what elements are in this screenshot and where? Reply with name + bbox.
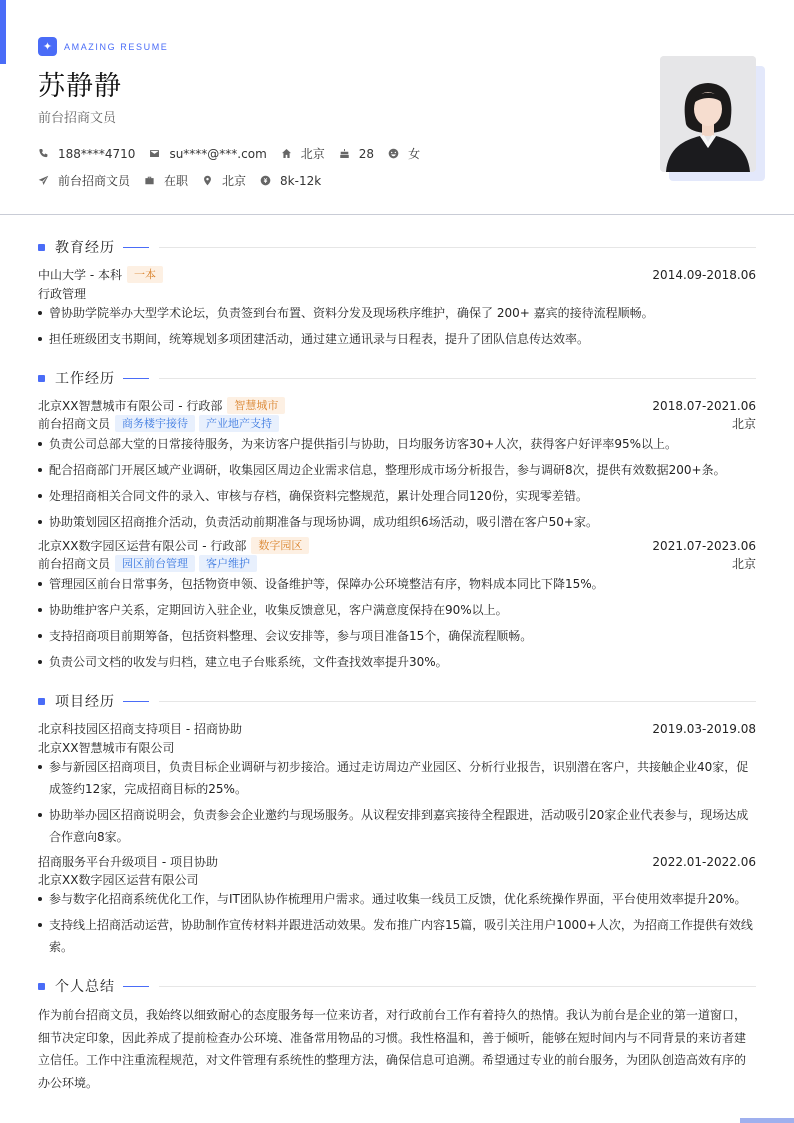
section-marker: [38, 244, 45, 251]
salary-info: [260, 174, 321, 188]
section-marker: [38, 698, 45, 705]
avatar: [660, 56, 756, 172]
section-accent-line: [123, 378, 149, 379]
role-tag: 商务楼宇接待: [115, 415, 195, 432]
education-section-header: [38, 237, 756, 257]
project-title: 项目经历: [55, 694, 115, 710]
brand-label: AMAZING RESUME: [64, 41, 169, 52]
work-date: 2018.07-2021.06: [652, 398, 756, 413]
list-item: 负责公司文档的收发与归档，建立电子台账系统，文件查找效率提升30%。: [38, 651, 754, 673]
brand: [38, 37, 168, 56]
role-tag: 园区前台管理: [115, 555, 195, 572]
section-accent-line: [123, 247, 149, 248]
section-marker: [38, 375, 45, 382]
list-item: 负责公司总部大堂的日常接待服务，为来访客户提供指引与协助，日均服务访客30+人次，获得客户好评率95%以上。: [38, 433, 754, 455]
target-city-text: 北京: [222, 174, 247, 188]
summary-section-header: [38, 976, 756, 996]
project-date: 2019.03-2019.08: [652, 721, 756, 736]
list-item: 参与新园区招商项目，负责目标企业调研与初步接洽。通过走访周边产业园区、分析行业报告，识别潜在客户，共接触企业40家，促成签约12家，完成招商目标的25%。: [38, 756, 754, 800]
list-item: 处理招商相关合同文件的录入、审核与存档，确保资料完整规范，累计处理合同120份，实现零差错。: [38, 485, 754, 507]
work-section-header: [38, 368, 756, 388]
age-text: 28: [358, 146, 375, 161]
cake-icon: [339, 148, 350, 159]
education-title: 教育经历: [55, 240, 115, 256]
money-icon: [260, 175, 271, 186]
role-tag: 产业地产支持: [199, 415, 279, 432]
education-major: 行政管理: [38, 287, 87, 301]
project-date: 2022.01-2022.06: [652, 854, 756, 869]
status-info: [144, 172, 188, 189]
project-entry-header: [38, 720, 756, 737]
project-name: 招商服务平台升级项目 - 项目协助: [38, 855, 218, 869]
salary-text: 8k-12k: [280, 173, 322, 188]
gender-text: 女: [408, 147, 421, 161]
list-item: 担任班级团支书期间，统筹规划多项团建活动，通过建立通讯录与日程表，提升了团队信息传达效率。: [38, 328, 754, 350]
briefcase-icon: [144, 175, 155, 186]
work-role-row: [38, 555, 756, 572]
age-info: [339, 147, 374, 161]
section-marker: [38, 983, 45, 990]
send-icon: [38, 175, 49, 186]
company-name: 北京XX智慧城市有限公司 - 行政部: [38, 399, 223, 413]
phone-icon: [38, 148, 49, 159]
list-item: 协助策划园区招商推介活动，负责活动前期准备与现场协调，成功组织6场活动，吸引潜在客户50+家。: [38, 511, 754, 533]
target-position-text: 前台招商文员: [58, 174, 131, 188]
contact-row: [38, 145, 434, 162]
bottom-accent-bar: [740, 1118, 794, 1123]
project-org: 北京XX数字园区运营有限公司: [38, 873, 199, 887]
summary-title: 个人总结: [55, 979, 115, 995]
work-date: 2021.07-2023.06: [652, 538, 756, 553]
school-tag: 一本: [127, 266, 163, 283]
phone-info: [38, 147, 135, 161]
education-date: 2014.09-2018.06: [652, 267, 756, 282]
role-name: 前台招商文员: [38, 557, 111, 571]
section-divider: [159, 247, 756, 248]
location-text: 北京: [300, 147, 325, 161]
target-city-info: [202, 172, 246, 189]
list-item: 配合招商部门开展区域产业调研，收集园区周边企业需求信息，整理形成市场分析报告，参与调研8次，提供有效数据200+条。: [38, 459, 754, 481]
gender-info: [388, 145, 420, 162]
education-entry-header: [38, 266, 756, 283]
list-item: 支持线上招商活动运营，协助制作宣传材料并跟进活动效果。发布推广内容15篇，吸引关注用户1000+人次，为招商工作提供有效线索。: [38, 914, 754, 958]
company-name: 北京XX数字园区运营有限公司 - 行政部: [38, 539, 247, 553]
intention-row: [38, 172, 335, 189]
list-item: 协助维护客户关系，定期回访入驻企业，收集反馈意见，客户满意度保持在90%以上。: [38, 599, 754, 621]
list-item: 支持招商项目前期筹备，包括资料整理、会议安排等，参与项目准备15个，确保流程顺畅。: [38, 625, 754, 647]
mail-icon: [149, 148, 160, 159]
smile-icon: [388, 148, 399, 159]
project-org: 北京XX智慧城市有限公司: [38, 741, 175, 755]
candidate-title: 前台招商文员: [38, 111, 117, 126]
company-tag: 智慧城市: [227, 397, 285, 414]
company-tag: 数字园区: [251, 537, 309, 554]
work-city: 北京: [731, 417, 756, 431]
work-title: 工作经历: [55, 371, 115, 387]
summary-text: 作为前台招商文员，我始终以细致耐心的态度服务每一位来访者，对行政前台工作有着持久的热情。我认为前台是企业的第一道窗口，细节决定印象，因此养成了提前检查办公环境、准备常用物品的习惯。我性格温和，善于倾听，能够在短时间内与不同背景的来访者建立信任。工作中注重流程规范，对文件管理有系统性的整理方法，确保信息可追溯。希望通过专业的前台服务，为团队创造高效有序的办公环境。: [38, 1008, 747, 1090]
sparkle-icon: ✦: [38, 37, 57, 56]
list-item: 管理园区前台日常事务，包括物资申领、设备维护等，保障办公环境整洁有序，物料成本同比下降15%。: [38, 573, 754, 595]
resume-header: [0, 0, 794, 215]
section-divider: [159, 701, 756, 702]
section-divider: [159, 986, 756, 987]
project-name: 北京科技园区招商支持项目 - 招商协助: [38, 722, 242, 736]
candidate-name: 苏静静: [38, 71, 122, 102]
home-icon: [281, 148, 292, 159]
list-item: 协助举办园区招商说明会，负责参会企业邀约与现场服务。从议程安排到嘉宾接待全程跟进，活动吸引20家企业代表参与，现场达成合作意向8家。: [38, 804, 754, 848]
school-name: 中山大学 - 本科: [38, 268, 122, 282]
role-tag: 客户维护: [199, 555, 257, 572]
section-accent-line: [123, 986, 149, 987]
target-position-info: [38, 172, 130, 189]
work-entry-header: [38, 397, 756, 414]
status-text: 在职: [164, 174, 189, 188]
email-info: [149, 147, 266, 161]
project-section-header: [38, 691, 756, 711]
section-accent-line: [123, 701, 149, 702]
section-divider: [159, 378, 756, 379]
work-city: 北京: [731, 557, 756, 571]
list-item: 参与数字化招商系统优化工作，与IT团队协作梳理用户需求。通过收集一线员工反馈，优化系统操作界面，平台使用效率提升20%。: [38, 888, 754, 910]
work-role-row: [38, 415, 756, 432]
work-entry-header: [38, 537, 756, 554]
phone-text: 188****4710: [58, 146, 136, 161]
list-item: 曾协助学院举办大型学术论坛，负责签到台布置、资料分发及现场秩序维护，确保了 200+ 嘉宾的接待流程顺畅。: [38, 302, 754, 324]
location-icon: [202, 175, 213, 186]
email-text: su****@***.com: [169, 146, 267, 161]
role-name: 前台招商文员: [38, 417, 111, 431]
location-info: [281, 145, 325, 162]
project-entry-header: [38, 853, 756, 870]
